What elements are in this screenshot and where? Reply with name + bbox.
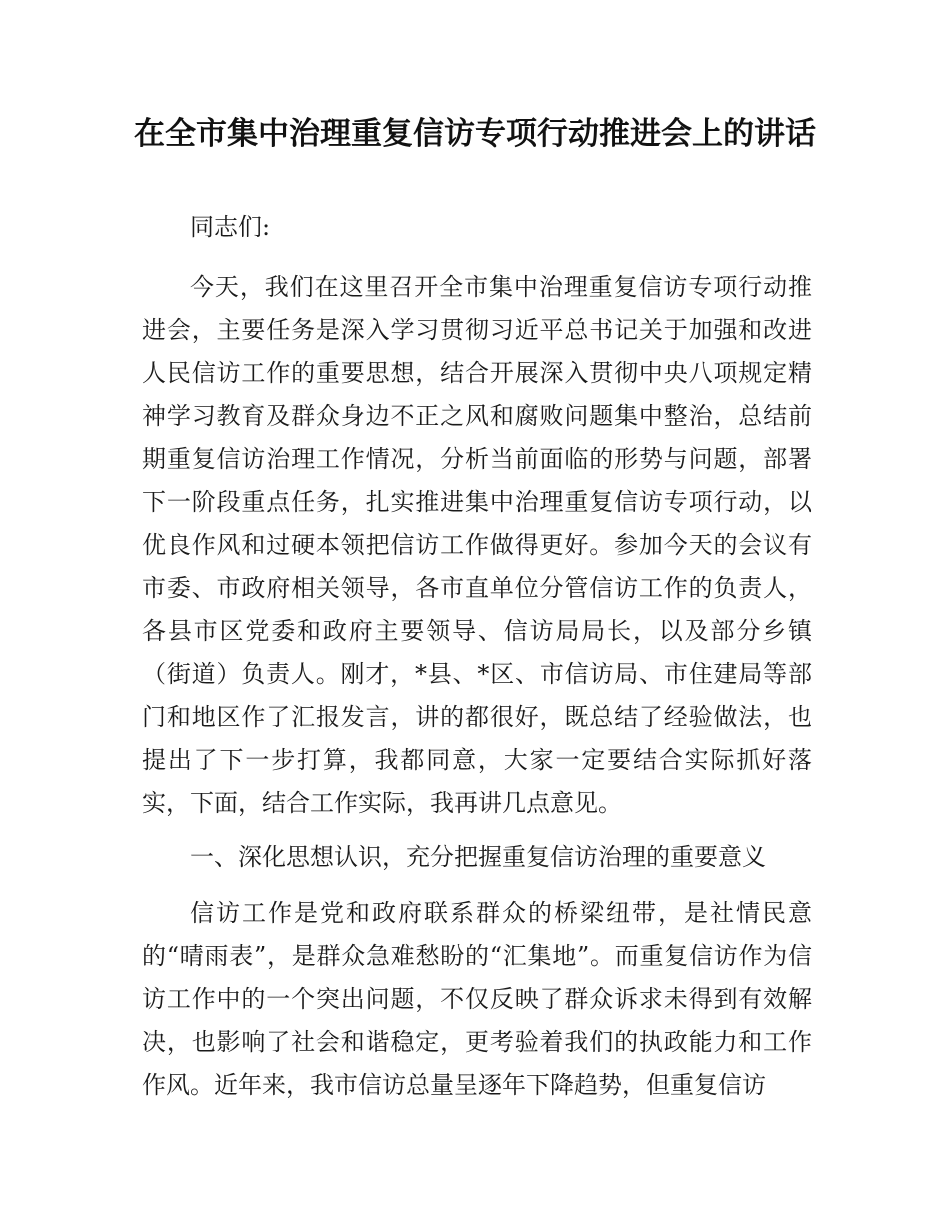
opening-paragraph: 今天，我们在这里召开全市集中治理重复信访专项行动推进会，主要任务是深入学习贯彻习近平总书记关于加强和改进人民信访工作的重要思想，结合开展深入贯彻中央八项规定精神学习教育及群众身边不正之风和腐败问题集中整治，总结前期重复信访治理工作情况，分析当前面临的形势与问题，部署下一阶段重点任务，扎实推进集中治理重复信访专项行动，以优良作风和过硬本领把信访工作做得更好。参加今天的会议有市委、市政府相关领导，各市直单位分管信访工作的负责人，各县市区党委和政府主要领导、信访局局长，以及部分乡镇（街道）负责人。刚才，*县、*区、市信访局、市住建局等部门和地区作了汇报发言，讲的都很好，既总结了经验做法，也提出了下一步打算，我都同意，大家一定要结合实际抓好落实，下面，结合工作实际，我再讲几点意见。 [142,273,812,817]
document-title: 在全市集中治理重复信访专项行动推进会上的讲话 [134,116,816,152]
section-heading: 一、深化思想认识，充分把握重复信访治理的重要意义 [190,843,766,871]
salutation: 同志们: [190,213,271,241]
section-paragraph: 信访工作是党和政府联系群众的桥梁纽带，是社情民意的“晴雨表”，是群众急难愁盼的“汇集地”。而重复信访作为信访工作中的一个突出问题，不仅反映了群众诉求未得到有效解决，也影响了社会和谐稳定，更考验着我们的执政能力和工作作风。近年来，我市信访总量呈逐年下降趋势，但重复信访 [142,899,812,1099]
